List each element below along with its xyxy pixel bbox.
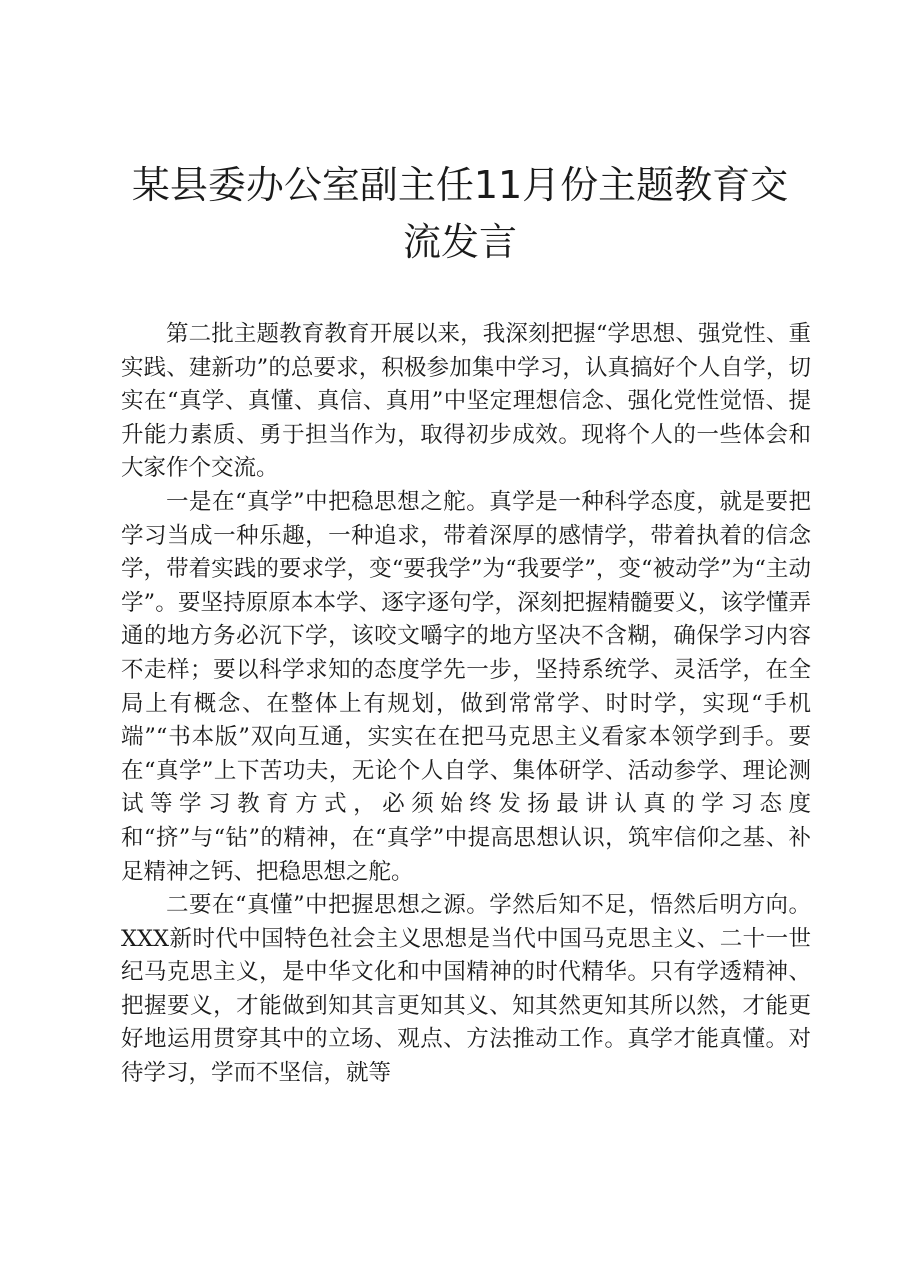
document-body xyxy=(121,318,811,1091)
document-title: 某县委办公室副主任11月份主题教育交流发言 xyxy=(131,163,789,264)
paragraph-intro: 第二批主题教育教育开展以来，我深刻把握“学思想、强党性、重实践、建新功”的总要求，积极参加集中学习，认真搞好个人自学，切实在“真学、真懂、真信、真用”中坚定理想信念、强化党性觉悟、提升能力素质、勇于担当作为，取得初步成效。现将个人的一些体会和大家作个交流。 xyxy=(121,321,811,482)
paragraph-point-two: 二要在“真懂”中把握思想之源。学然后知不足，悟然后明方向。XXX新时代中国特色社会主义思想是当代中国马克思主义、二十一世纪马克思主义，是中华文化和中国精神的时代精华。只有学透精神、把握要义，才能做到知其言更知其义、知其然更知其所以然，才能更好地运用贯穿其中的立场、观点、方法推动工作。真学才能真懂。对待学习，学而不坚信，就等 xyxy=(121,892,811,1087)
paragraph-point-one: 一是在“真学”中把稳思想之舵。真学是一种科学态度，就是要把学习当成一种乐趣，一种追求，带着深厚的感情学，带着执着的信念学，带着实践的要求学，变“要我学”为“我要学”，变“被动学”为“主动学”。要坚持原原本本学、逐字逐句学，深刻把握精髓要义，该学懂弄通的地方务必沉下学，该咬文嚼字的地方坚决不含糊，确保学习内容不走样；要以科学求知的态度学先一步，坚持系统学、灵活学，在全局上有概念、在整体上有规划，做到常常学、时时学，实现“手机端”“书本版”双向互通，实实在在把马克思主义看家本领学到手。要在“真学”上下苦功夫，无论个人自学、集体研学、活动参学、理论测试等学习教育方式，必须始终发扬最讲认真的学习态度和“挤”与“钻”的精神，在“真学”中提高思想认识，筑牢信仰之基、补足精神之钙、把稳思想之舵。 xyxy=(121,488,811,885)
